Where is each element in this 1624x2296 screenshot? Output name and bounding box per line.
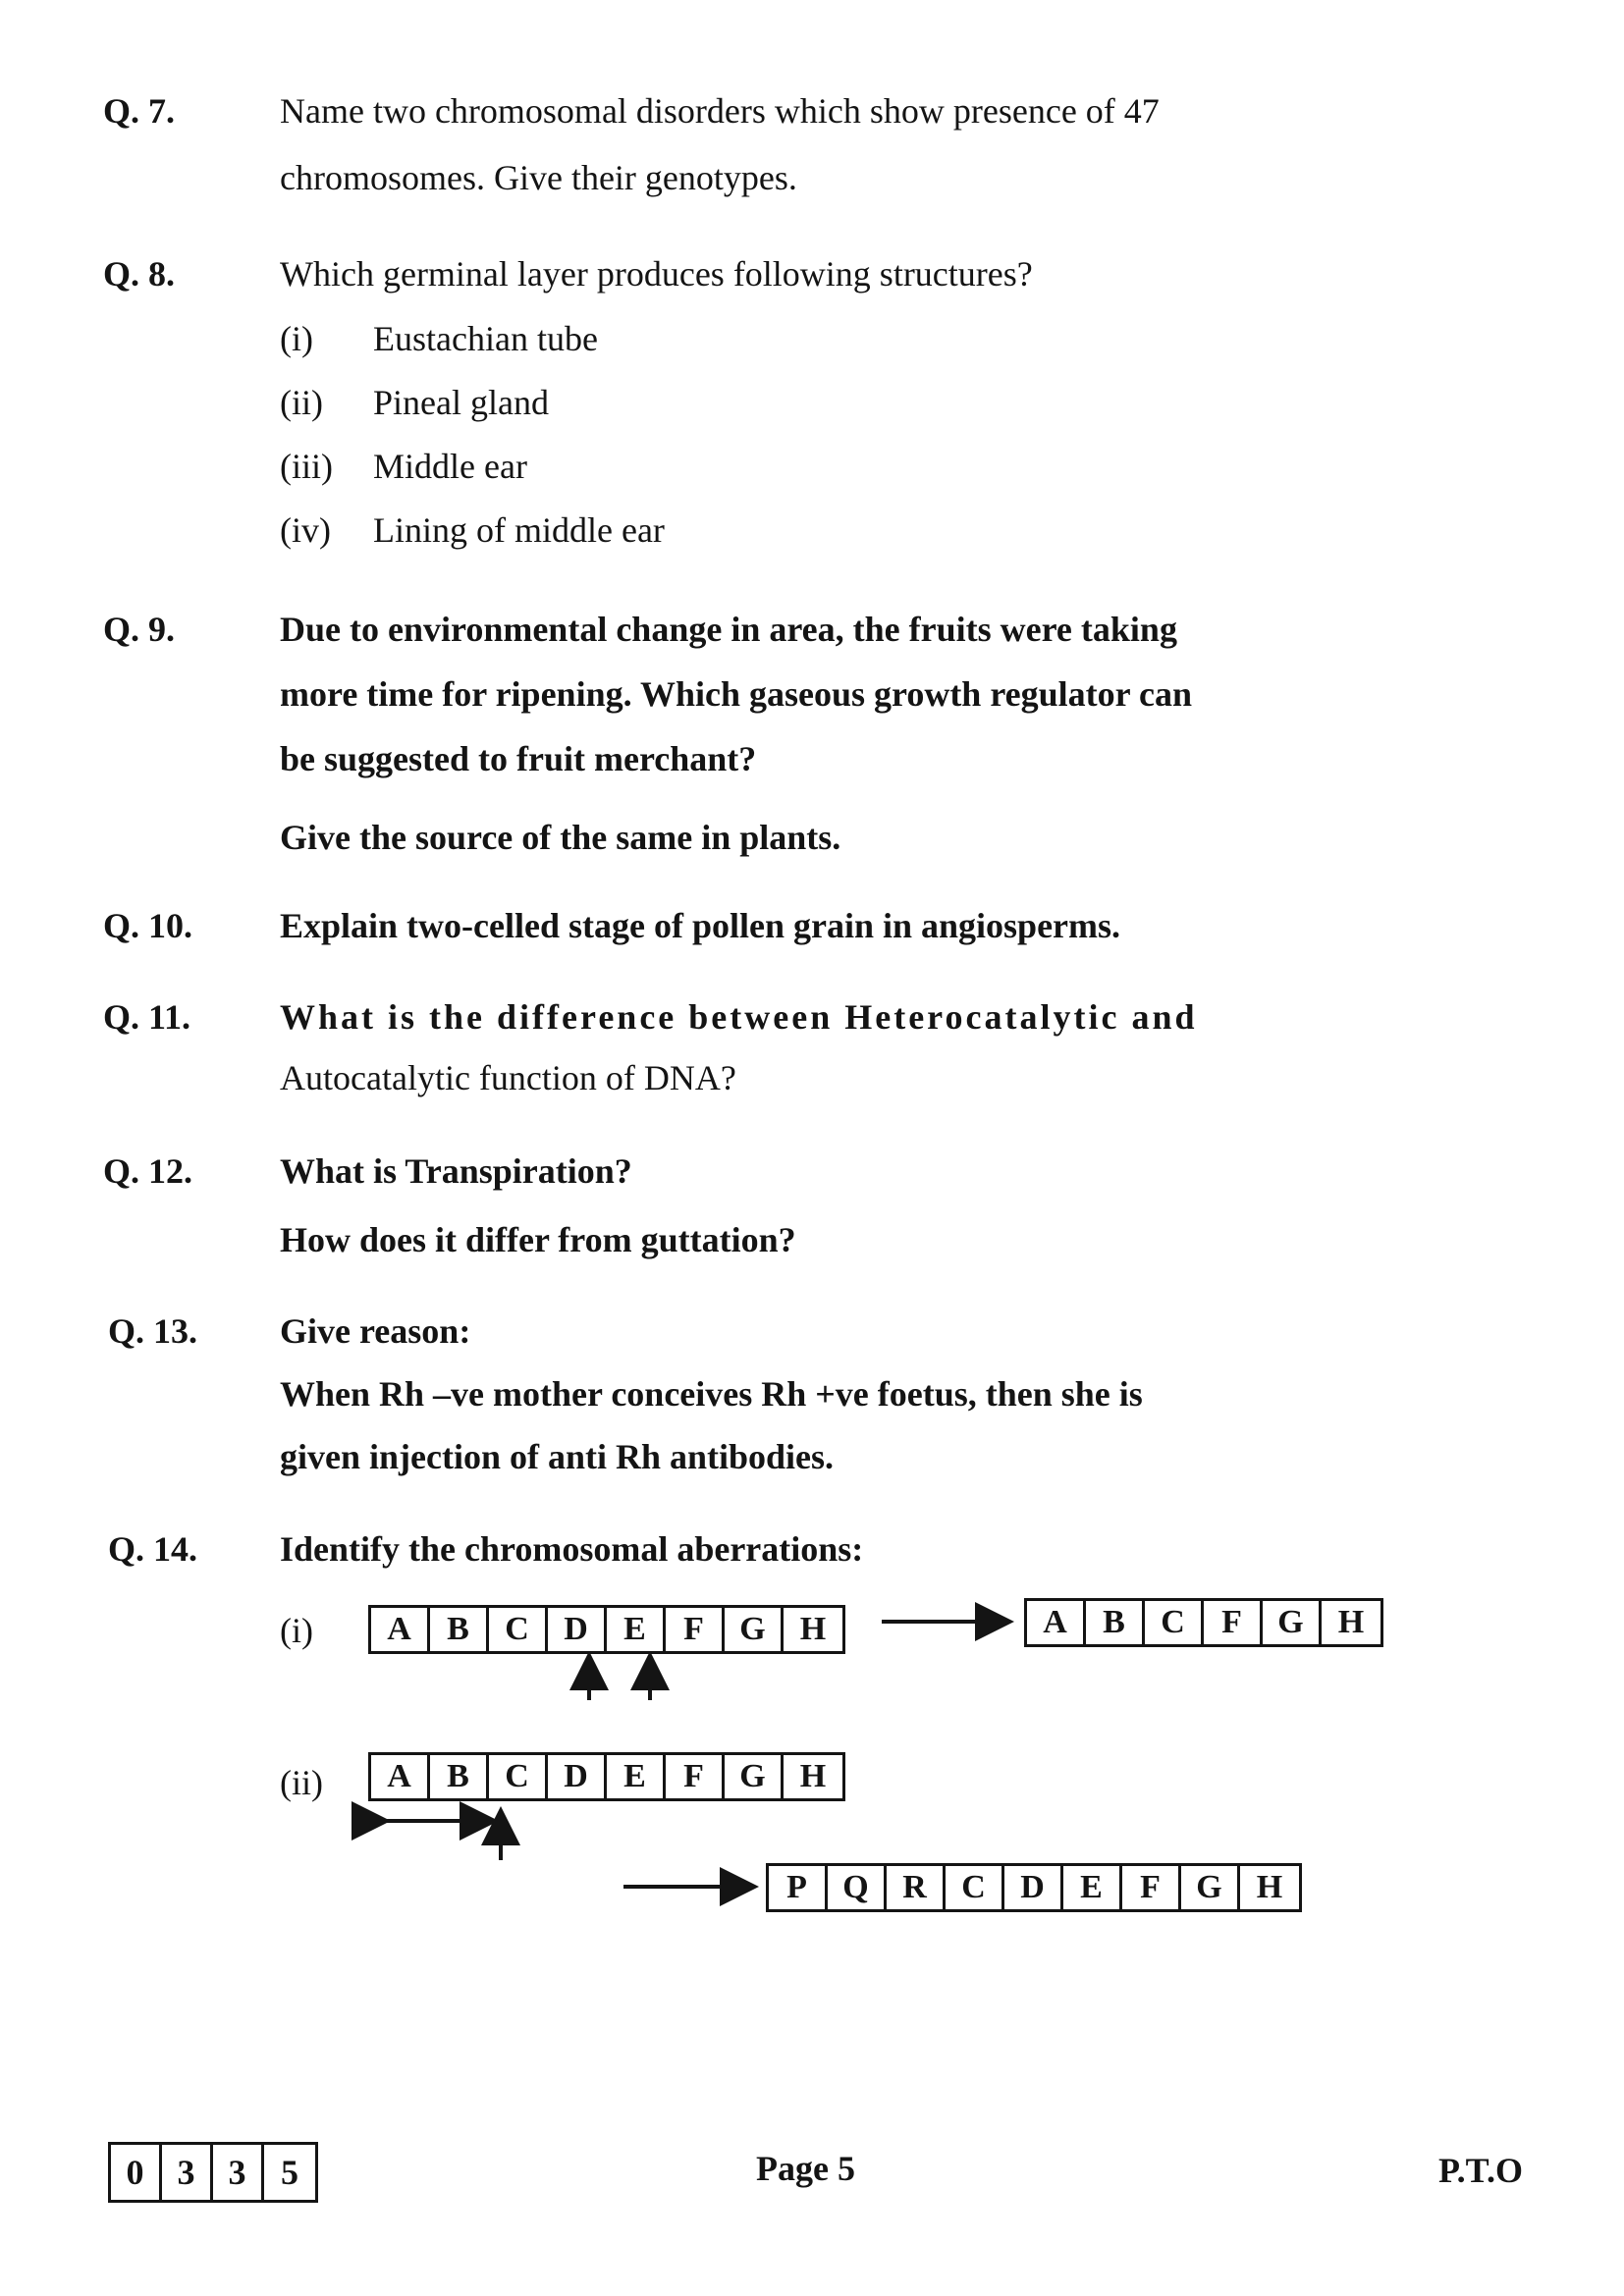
question-number: Q. 13. (108, 1311, 198, 1351)
question-text: When Rh –ve mother conceives Rh +ve foetus, then she is (280, 1374, 1143, 1414)
question-text: Autocatalytic function of DNA? (280, 1058, 736, 1097)
question-11 (103, 996, 1478, 1114)
gene-segment: C (1145, 1601, 1204, 1644)
question-text: given injection of anti Rh antibodies. (280, 1437, 835, 1476)
paper-code-digit: 3 (162, 2145, 213, 2200)
question-7 (103, 90, 1429, 208)
sub-item (280, 382, 1065, 431)
gene-segment: H (799, 1611, 827, 1647)
question-text: Which germinal layer produces following structures? (280, 254, 1033, 294)
question-text: Due to environmental change in area, the fruits were taking (280, 610, 1177, 649)
gene-segment: G (725, 1755, 784, 1798)
sub-item (280, 446, 1065, 495)
gene-segment: C (946, 1866, 1004, 1909)
question-text: more time for ripening. Which gaseous growth regulator can (280, 674, 1192, 714)
question-text: How does it differ from guttation? (280, 1220, 796, 1259)
question-9 (103, 609, 1478, 864)
gene-segment: D (1004, 1866, 1063, 1909)
page-number: Page 5 (756, 2149, 855, 2188)
gene-segment: R (887, 1866, 946, 1909)
question-8 (103, 253, 1429, 567)
question-number: Q. 14. (108, 1529, 198, 1569)
question-number: Q. 8. (103, 254, 176, 294)
sub-item-marker: (iii) (280, 447, 333, 486)
gene-segment: A (371, 1755, 430, 1798)
gene-segment: B (1086, 1601, 1145, 1644)
question-number: Q. 10. (103, 906, 193, 945)
gene-segment: E (1063, 1866, 1122, 1909)
gene-segment: D (548, 1608, 607, 1651)
gene-segment: F (1204, 1601, 1263, 1644)
gene-segment: F (1122, 1866, 1181, 1909)
gene-segment: A (1027, 1601, 1086, 1644)
sub-item-marker: (i) (280, 319, 313, 358)
question-text: Identify the chromosomal aberrations: (280, 1529, 864, 1569)
part-ii-marker: (ii) (280, 1763, 323, 1802)
paper-code (108, 2142, 318, 2203)
gene-segment: H (1337, 1604, 1365, 1640)
question-text: Explain two-celled stage of pollen grain in angiosperms. (280, 906, 1121, 945)
gene-segment: B (430, 1608, 489, 1651)
question-text: What is Transpiration? (280, 1151, 632, 1191)
gene-segment: G (1263, 1601, 1322, 1644)
question-number: Q. 9. (103, 610, 176, 649)
question-13 (108, 1310, 1483, 1507)
question-text: Give the source of the same in plants. (280, 818, 841, 857)
chromosome-ii-after (766, 1863, 1302, 1912)
question-10 (103, 905, 1478, 954)
sub-item-text: Eustachian tube (373, 319, 598, 358)
question-number: Q. 12. (103, 1151, 193, 1191)
sub-item-marker: (ii) (280, 383, 323, 422)
question-text: Name two chromosomal disorders which show presence of 47 (280, 91, 1160, 131)
question-text: chromosomes. Give their genotypes. (280, 158, 797, 197)
part-i-marker: (i) (280, 1611, 313, 1650)
question-12 (103, 1150, 1478, 1268)
question-text: What is the difference between Heterocatalytic and (280, 997, 1198, 1037)
gene-segment: G (725, 1608, 784, 1651)
sub-item-text: Lining of middle ear (373, 510, 665, 550)
sub-item (280, 509, 1065, 559)
chromosome-i-after (1024, 1598, 1383, 1647)
question-number: Q. 11. (103, 997, 191, 1037)
gene-segment: D (548, 1755, 607, 1798)
chromosome-ii-before (368, 1752, 845, 1801)
gene-segment: B (430, 1755, 489, 1798)
sub-item-marker: (iv) (280, 510, 331, 550)
sub-item-text: Pineal gland (373, 383, 549, 422)
gene-segment: H (799, 1758, 827, 1794)
gene-segment: C (489, 1755, 548, 1798)
question-text: be suggested to fruit merchant? (280, 739, 757, 778)
sub-item (280, 318, 1065, 367)
gene-segment: P (769, 1866, 828, 1909)
gene-segment: E (607, 1755, 666, 1798)
gene-segment: G (1181, 1866, 1240, 1909)
gene-segment: H (1256, 1869, 1283, 1905)
gene-segment: A (371, 1608, 430, 1651)
chromosome-i-before (368, 1605, 845, 1654)
gene-segment: F (666, 1755, 725, 1798)
question-14 (108, 1528, 1483, 1587)
pto-label: P.T.O (1438, 2151, 1524, 2190)
paper-code-digit: 5 (281, 2153, 298, 2192)
gene-segment: C (489, 1608, 548, 1651)
gene-segment: E (607, 1608, 666, 1651)
sub-item-text: Middle ear (373, 447, 527, 486)
question-number: Q. 7. (103, 91, 176, 131)
paper-code-digit: 0 (111, 2145, 162, 2200)
gene-segment: F (666, 1608, 725, 1651)
question-text: Give reason: (280, 1311, 471, 1351)
paper-code-digit: 3 (213, 2145, 264, 2200)
gene-segment: Q (828, 1866, 887, 1909)
